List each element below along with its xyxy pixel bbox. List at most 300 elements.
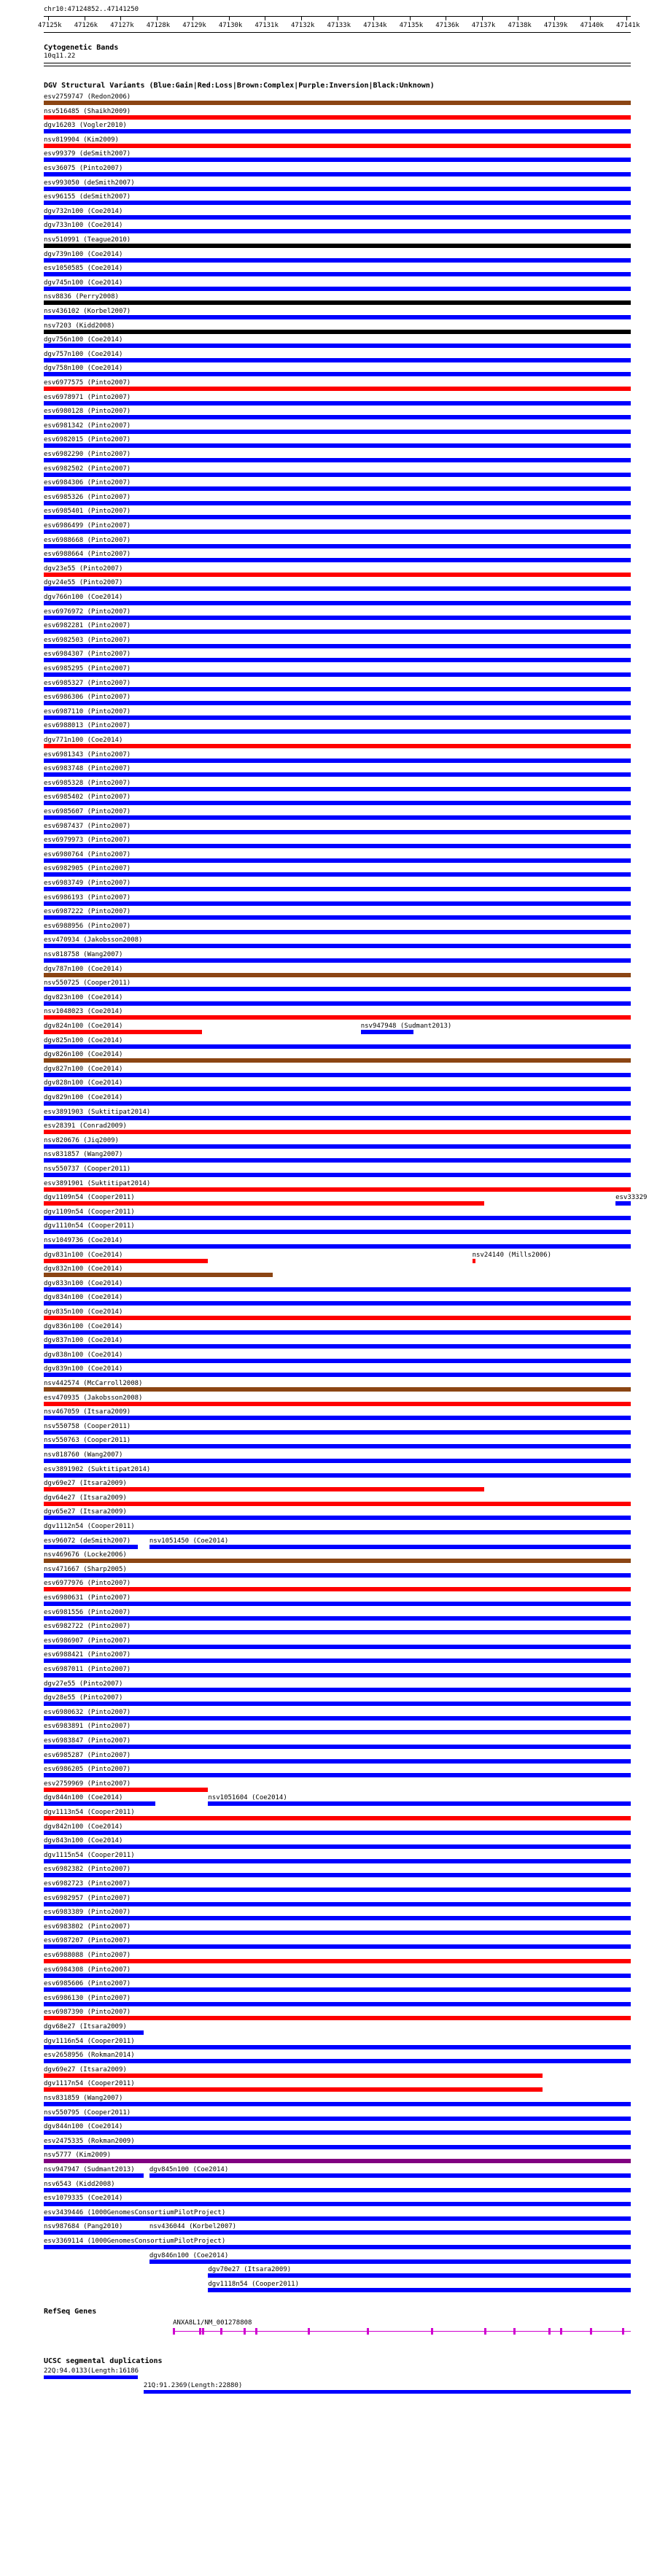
variant-bar-gain[interactable] — [44, 1916, 631, 1920]
variant-label[interactable]: dgv758n100 (Coe2014) — [44, 365, 123, 373]
variant-label[interactable]: esv6986205 (Pinto2007) — [44, 1766, 131, 1774]
variant-label[interactable]: dgv824n100 (Coe2014) — [44, 1023, 123, 1030]
variant-label[interactable]: dgv825n100 (Coe2014) — [44, 1036, 123, 1044]
variant-bar-unknown[interactable] — [44, 244, 631, 248]
gene-exon[interactable] — [622, 2328, 624, 2335]
variant-bar-loss[interactable] — [473, 1259, 475, 1263]
variant-bar-gain[interactable] — [44, 2145, 631, 2149]
variant-bar-gain[interactable] — [44, 1530, 631, 1535]
variant-label[interactable]: esv6988668 (Pinto2007) — [44, 536, 131, 544]
variant-label[interactable]: esv6988088 (Pinto2007) — [44, 1952, 131, 1959]
variant-bar-gain[interactable] — [149, 2259, 631, 2264]
variant-bar-gain[interactable] — [44, 344, 631, 348]
variant-label[interactable]: esv6983802 (Pinto2007) — [44, 1923, 131, 1931]
variant-bar-gain[interactable] — [149, 1545, 631, 1549]
variant-bar-gain[interactable] — [44, 586, 631, 591]
variant-bar-gain[interactable] — [44, 1287, 631, 1292]
variant-bar-gain[interactable] — [44, 958, 631, 963]
variant-bar-gain[interactable] — [44, 858, 631, 863]
variant-label[interactable]: dgv745n100 (Coe2014) — [44, 279, 123, 287]
variant-bar-gain[interactable] — [44, 1759, 631, 1764]
variant-label[interactable]: esv6985607 (Pinto2007) — [44, 808, 131, 815]
variant-bar-gain[interactable] — [44, 2045, 631, 2049]
variant-bar-gain[interactable] — [44, 872, 631, 877]
variant-bar-gain[interactable] — [44, 1473, 631, 1478]
variant-bar-gain[interactable] — [44, 1602, 631, 1606]
variant-label[interactable]: nsv471667 (Sharp2005) — [44, 1565, 127, 1573]
variant-label[interactable]: nsv7203 (Kidd2008) — [44, 322, 115, 330]
variant-label[interactable]: dgv845n100 (Coe2014) — [149, 2166, 229, 2173]
variant-label[interactable]: dgv846n100 (Coe2014) — [149, 2251, 229, 2259]
gene-exon[interactable] — [367, 2328, 369, 2335]
variant-label[interactable]: esv96155 (deSmith2007) — [44, 193, 131, 201]
variant-bar-gain[interactable] — [44, 2117, 631, 2121]
variant-bar-loss[interactable] — [44, 387, 631, 391]
variant-label[interactable]: dgv757n100 (Coe2014) — [44, 350, 123, 358]
variant-bar-gain[interactable] — [44, 1716, 631, 1720]
variant-label[interactable]: esv6985326 (Pinto2007) — [44, 493, 131, 501]
variant-label[interactable]: nsv5777 (Kim2009) — [44, 2152, 112, 2160]
variant-label[interactable]: nsv820676 (Jiq2009) — [44, 1136, 119, 1144]
variant-bar-gain[interactable] — [44, 1645, 631, 1649]
variant-label[interactable]: esv3891903 (Suktitipat2014) — [44, 1108, 151, 1116]
variant-bar-gain[interactable] — [44, 1516, 631, 1520]
variant-label[interactable]: dgv843n100 (Coe2014) — [44, 1837, 123, 1845]
variant-bar-gain[interactable] — [44, 1659, 631, 1663]
variant-label[interactable]: esv2759969 (Pinto2007) — [44, 1780, 131, 1788]
variant-bar-gain[interactable] — [44, 2173, 144, 2178]
variant-label[interactable]: esv6987207 (Pinto2007) — [44, 1937, 131, 1945]
variant-label[interactable]: esv6987011 (Pinto2007) — [44, 1666, 131, 1673]
variant-label[interactable]: nsv819904 (Kim2009) — [44, 136, 119, 144]
variant-bar-gain[interactable] — [44, 215, 631, 220]
variant-bar-gain[interactable] — [44, 944, 631, 948]
variant-bar-gain[interactable] — [44, 1044, 631, 1049]
variant-label[interactable]: esv6980128 (Pinto2007) — [44, 408, 131, 416]
variant-label[interactable]: dgv827n100 (Coe2014) — [44, 1065, 123, 1073]
gene-label[interactable]: ANXA8L1/NM_001278808 — [173, 2319, 252, 2327]
variant-label[interactable]: nsv436102 (Korbel2007) — [44, 308, 131, 315]
variant-label[interactable]: dgv756n100 (Coe2014) — [44, 336, 123, 344]
variant-bar-gain[interactable] — [44, 759, 631, 763]
variant-bar-gain[interactable] — [44, 1730, 631, 1734]
variant-label[interactable]: esv6982502 (Pinto2007) — [44, 465, 131, 473]
variant-bar-gain[interactable] — [44, 1444, 631, 1448]
variant-label[interactable]: esv6980631 (Pinto2007) — [44, 1594, 131, 1602]
segdup-label[interactable]: 22Q:94.0133(Length:16186 — [44, 2367, 139, 2375]
variant-bar-gain[interactable] — [44, 629, 631, 634]
variant-label[interactable]: nsv1051604 (Coe2014) — [208, 1794, 287, 1802]
variant-bar-gain[interactable] — [44, 558, 631, 562]
variant-label[interactable]: esv6981556 (Pinto2007) — [44, 1608, 131, 1616]
variant-bar-gain[interactable] — [44, 844, 631, 848]
variant-label[interactable]: esv36075 (Pinto2007) — [44, 165, 123, 172]
gene-exon[interactable] — [548, 2328, 551, 2335]
variant-bar-gain[interactable] — [44, 544, 631, 548]
variant-bar-gain[interactable] — [44, 2245, 631, 2249]
variant-label[interactable]: esv6980764 (Pinto2007) — [44, 850, 131, 858]
variant-label[interactable]: dgv1115n54 (Cooper2011) — [44, 1851, 135, 1859]
variant-bar-gain[interactable] — [44, 987, 631, 991]
variant-label[interactable]: nsv436044 (Korbel2007) — [149, 2223, 237, 2231]
variant-label[interactable]: dgv28e55 (Pinto2007) — [44, 1694, 123, 1702]
variant-label[interactable]: esv6977976 (Pinto2007) — [44, 1580, 131, 1588]
variant-label[interactable]: esv6985402 (Pinto2007) — [44, 794, 131, 802]
variant-bar-gain[interactable] — [44, 1216, 631, 1220]
variant-bar-gain[interactable] — [44, 1144, 631, 1149]
variant-bar-gain[interactable] — [44, 1301, 631, 1306]
variant-label[interactable]: esv6987222 (Pinto2007) — [44, 908, 131, 916]
variant-label[interactable]: esv6982503 (Pinto2007) — [44, 636, 131, 644]
variant-bar-complex[interactable] — [44, 101, 631, 105]
variant-bar-gain[interactable] — [44, 158, 631, 162]
variant-label[interactable]: nsv1049736 (Coe2014) — [44, 1237, 123, 1244]
variant-label[interactable]: nsv831857 (Wang2007) — [44, 1151, 123, 1159]
variant-bar-loss[interactable] — [44, 1502, 631, 1506]
variant-bar-gain[interactable] — [208, 1801, 631, 1806]
variant-bar-gain[interactable] — [44, 1230, 631, 1234]
variant-bar-gain[interactable] — [44, 1702, 631, 1706]
variant-label[interactable]: nsv987684 (Pang2010) — [44, 2223, 123, 2231]
variant-label[interactable]: esv6982723 (Pinto2007) — [44, 1880, 131, 1888]
variant-bar-loss[interactable] — [44, 2087, 543, 2092]
variant-label[interactable]: dgv839n100 (Coe2014) — [44, 1365, 123, 1373]
variant-label[interactable]: dgv1109n54 (Cooper2011) — [44, 1208, 135, 1216]
variant-bar-gain[interactable] — [149, 2230, 631, 2235]
variant-bar-loss[interactable] — [44, 2016, 631, 2020]
variant-label[interactable]: dgv828n100 (Coe2014) — [44, 1079, 123, 1087]
variant-label[interactable]: dgv833n100 (Coe2014) — [44, 1279, 123, 1287]
variant-bar-gain[interactable] — [44, 129, 631, 133]
variant-label[interactable]: esv6988956 (Pinto2007) — [44, 922, 131, 930]
variant-bar-gain[interactable] — [44, 229, 631, 233]
variant-label[interactable]: dgv766n100 (Coe2014) — [44, 594, 123, 601]
variant-bar-loss[interactable] — [44, 1788, 208, 1792]
variant-label[interactable]: esv6976972 (Pinto2007) — [44, 608, 131, 616]
variant-label[interactable]: esv6982382 (Pinto2007) — [44, 1866, 131, 1874]
variant-bar-gain[interactable] — [44, 1573, 631, 1578]
variant-label[interactable]: dgv739n100 (Coe2014) — [44, 250, 123, 258]
variant-label[interactable]: esv6982281 (Pinto2007) — [44, 622, 131, 630]
variant-label[interactable]: esv3369114 (1000GenomesConsortiumPilotProject) — [44, 2238, 226, 2245]
variant-label[interactable]: dgv836n100 (Coe2014) — [44, 1322, 123, 1330]
variant-label[interactable]: esv6983748 (Pinto2007) — [44, 765, 131, 773]
variant-label[interactable]: dgv733n100 (Coe2014) — [44, 222, 123, 230]
variant-label[interactable]: esv6985401 (Pinto2007) — [44, 508, 131, 516]
variant-bar-gain[interactable] — [44, 1545, 138, 1549]
variant-label[interactable]: esv6987390 (Pinto2007) — [44, 2009, 131, 2017]
variant-label[interactable]: dgv1116n54 (Cooper2011) — [44, 2037, 135, 2045]
variant-bar-gain[interactable] — [44, 2188, 631, 2192]
gene-exon[interactable] — [431, 2328, 433, 2335]
variant-label[interactable]: nsv550763 (Cooper2011) — [44, 1437, 131, 1445]
variant-label[interactable]: dgv1110n54 (Cooper2011) — [44, 1222, 135, 1230]
gene-exon[interactable] — [513, 2328, 516, 2335]
variant-label[interactable]: dgv829n100 (Coe2014) — [44, 1094, 123, 1101]
variant-bar-gain[interactable] — [44, 458, 631, 462]
variant-bar-gain[interactable] — [44, 1944, 631, 1949]
variant-bar-gain[interactable] — [44, 401, 631, 406]
variant-bar-gain[interactable] — [44, 1859, 631, 1863]
variant-label[interactable]: dgv842n100 (Coe2014) — [44, 1823, 123, 1831]
variant-label[interactable]: esv6977575 (Pinto2007) — [44, 379, 131, 387]
variant-bar-gain[interactable] — [44, 443, 631, 448]
variant-label[interactable]: dgv838n100 (Coe2014) — [44, 1351, 123, 1359]
variant-bar-loss[interactable] — [44, 1201, 484, 1206]
variant-label[interactable]: esv6981342 (Pinto2007) — [44, 422, 131, 430]
variant-label[interactable]: esv3891902 (Suktitipat2014) — [44, 1465, 151, 1473]
variant-bar-gain[interactable] — [44, 1359, 631, 1363]
variant-bar-loss[interactable] — [44, 144, 631, 148]
variant-label[interactable]: esv6982905 (Pinto2007) — [44, 865, 131, 873]
variant-bar-gain[interactable] — [44, 772, 631, 777]
variant-bar-gain[interactable] — [44, 172, 631, 176]
variant-label[interactable]: esv6988664 (Pinto2007) — [44, 551, 131, 559]
variant-bar-gain[interactable] — [44, 1688, 631, 1692]
variant-label[interactable]: esv6986193 (Pinto2007) — [44, 893, 131, 901]
variant-label[interactable]: dgv844n100 (Coe2014) — [44, 2123, 123, 2131]
variant-label[interactable]: dgv1118n54 (Cooper2011) — [208, 2280, 300, 2288]
variant-bar-complex[interactable] — [44, 1058, 631, 1063]
variant-label[interactable]: dgv837n100 (Coe2014) — [44, 1337, 123, 1345]
variant-bar-complex[interactable] — [44, 1559, 631, 1563]
variant-label[interactable]: esv6986907 (Pinto2007) — [44, 1637, 131, 1645]
variant-label[interactable]: dgv27e55 (Pinto2007) — [44, 1680, 123, 1688]
variant-bar-gain[interactable] — [44, 2230, 149, 2235]
variant-label[interactable]: esv6982015 (Pinto2007) — [44, 436, 131, 444]
variant-label[interactable]: esv96072 (deSmith2007) — [44, 1537, 131, 1545]
variant-bar-gain[interactable] — [361, 1030, 413, 1034]
variant-bar-gain[interactable] — [44, 801, 631, 805]
variant-label[interactable]: esv6987110 (Pinto2007) — [44, 707, 131, 715]
variant-bar-gain[interactable] — [44, 1116, 631, 1120]
variant-label[interactable]: esv6986499 (Pinto2007) — [44, 522, 131, 529]
variant-bar-gain[interactable] — [44, 272, 631, 276]
variant-label[interactable]: esv6985606 (Pinto2007) — [44, 1980, 131, 1988]
variant-bar-complex[interactable] — [44, 1387, 631, 1392]
variant-label[interactable]: nsv550725 (Cooper2011) — [44, 979, 131, 988]
variant-bar-gain[interactable] — [44, 473, 631, 477]
variant-bar-gain[interactable] — [44, 2130, 631, 2135]
variant-label[interactable]: esv6985295 (Pinto2007) — [44, 665, 131, 672]
variant-bar-unknown[interactable] — [44, 300, 631, 305]
variant-label[interactable]: nsv6543 (Kidd2008) — [44, 2180, 115, 2188]
variant-bar-gain[interactable] — [44, 1987, 631, 1992]
variant-label[interactable]: dgv69e27 (Itsara2009) — [44, 1480, 127, 1488]
variant-label[interactable]: nsv1048023 (Coe2014) — [44, 1008, 123, 1016]
variant-bar-loss[interactable] — [44, 1959, 631, 1963]
variant-label[interactable]: dgv23e55 (Pinto2007) — [44, 565, 123, 573]
variant-label[interactable]: esv470935 (Jakobsson2008) — [44, 1394, 143, 1402]
variant-label[interactable]: nsv516485 (Shaikh2009) — [44, 107, 131, 115]
variant-bar-gain[interactable] — [44, 715, 631, 720]
variant-bar-gain[interactable] — [44, 1087, 631, 1091]
gene-exon[interactable] — [308, 2328, 310, 2335]
variant-bar-loss[interactable] — [44, 115, 631, 120]
variant-bar-gain[interactable] — [44, 1831, 631, 1835]
variant-bar-gain[interactable] — [44, 1801, 155, 1806]
variant-label[interactable]: nsv24140 (Mills2006) — [472, 1251, 552, 1259]
variant-bar-gain[interactable] — [44, 887, 631, 891]
variant-label[interactable]: esv6982722 (Pinto2007) — [44, 1623, 131, 1631]
variant-bar-gain[interactable] — [149, 2173, 631, 2178]
variant-label[interactable]: esv6983749 (Pinto2007) — [44, 880, 131, 887]
variant-label[interactable]: nsv550795 (Cooper2011) — [44, 2108, 131, 2117]
gene-exon[interactable] — [173, 2328, 175, 2335]
variant-label[interactable]: dgv834n100 (Coe2014) — [44, 1294, 123, 1302]
variant-bar-gain[interactable] — [44, 1844, 631, 1849]
variant-bar-gain[interactable] — [44, 701, 631, 705]
gene-exon[interactable] — [199, 2328, 201, 2335]
variant-label[interactable]: esv6984307 (Pinto2007) — [44, 651, 131, 659]
segdup-label[interactable]: 21Q:91.2369(Length:22880) — [143, 2382, 243, 2390]
variant-bar-gain[interactable] — [44, 201, 631, 205]
variant-bar-gain[interactable] — [208, 2288, 631, 2292]
variant-bar-gain[interactable] — [44, 644, 631, 648]
variant-bar-gain[interactable] — [44, 729, 631, 734]
variant-label[interactable]: esv6987437 (Pinto2007) — [44, 822, 131, 830]
variant-bar-gain[interactable] — [44, 1073, 631, 1077]
variant-bar-gain[interactable] — [44, 529, 631, 534]
variant-label[interactable]: nsv442574 (McCarroll2008) — [44, 1380, 143, 1387]
variant-bar-gain[interactable] — [44, 1773, 631, 1777]
variant-bar-loss[interactable] — [44, 1130, 631, 1134]
variant-label[interactable]: esv28391 (Conrad2009) — [44, 1122, 127, 1130]
variant-label[interactable]: esv6980632 (Pinto2007) — [44, 1708, 131, 1716]
variant-bar-loss[interactable] — [44, 744, 631, 748]
variant-label[interactable]: esv6979973 (Pinto2007) — [44, 837, 131, 845]
variant-bar-gain[interactable] — [44, 2059, 631, 2063]
gene-exon[interactable] — [255, 2328, 257, 2335]
variant-label[interactable]: dgv771n100 (Coe2014) — [44, 737, 123, 744]
variant-bar-gain[interactable] — [44, 1330, 631, 1335]
variant-bar-gain[interactable] — [44, 901, 631, 906]
variant-label[interactable]: dgv69e27 (Itsara2009) — [44, 2065, 127, 2073]
variant-label[interactable]: dgv1109n54 (Cooper2011) — [44, 1194, 135, 1202]
variant-label[interactable]: esv6984306 (Pinto2007) — [44, 479, 131, 487]
variant-bar-gain[interactable] — [44, 616, 631, 620]
segdup-bar[interactable] — [144, 2390, 631, 2394]
variant-label[interactable]: nsv947948 (Sudmant2013) — [360, 1023, 452, 1030]
variant-bar-gain[interactable] — [44, 2002, 631, 2006]
variant-label[interactable]: esv3891901 (Suktitipat2014) — [44, 1179, 151, 1187]
variant-bar-gain[interactable] — [44, 1430, 631, 1435]
variant-label[interactable]: esv6982957 (Pinto2007) — [44, 1894, 131, 1902]
variant-bar-gain[interactable] — [44, 1888, 631, 1892]
variant-bar-gain[interactable] — [615, 1201, 631, 1206]
variant-label[interactable]: dgv787n100 (Coe2014) — [44, 965, 123, 973]
variant-bar-loss[interactable] — [44, 1316, 631, 1320]
gene-exon[interactable] — [560, 2328, 562, 2335]
variant-bar-gain[interactable] — [44, 1101, 631, 1106]
variant-label[interactable]: dgv1112n54 (Cooper2011) — [44, 1523, 135, 1530]
variant-label[interactable]: esv6988013 (Pinto2007) — [44, 722, 131, 730]
variant-label[interactable]: nsv818760 (Wang2007) — [44, 1451, 123, 1459]
variant-bar-loss[interactable] — [44, 1015, 631, 1020]
variant-bar-gain[interactable] — [44, 287, 631, 291]
variant-label[interactable]: esv6981343 (Pinto2007) — [44, 750, 131, 759]
variant-label[interactable]: esv6983847 (Pinto2007) — [44, 1737, 131, 1745]
variant-label[interactable]: nsv467059 (Itsara2009) — [44, 1408, 131, 1416]
variant-bar-gain[interactable] — [44, 2102, 631, 2106]
variant-bar-gain[interactable] — [44, 2030, 144, 2035]
variant-bar-gain[interactable] — [44, 687, 631, 691]
variant-label[interactable]: esv2658956 (Rokman2014) — [44, 2052, 135, 2060]
variant-bar-gain[interactable] — [44, 672, 631, 677]
gene-exon[interactable] — [202, 2328, 204, 2335]
variant-bar-gain[interactable] — [44, 1974, 631, 1978]
variant-bar-complex[interactable] — [44, 973, 631, 977]
variant-bar-gain[interactable] — [44, 372, 631, 376]
variant-label[interactable]: nsv947947 (Sudmant2013) — [44, 2166, 135, 2173]
variant-label[interactable]: esv6986130 (Pinto2007) — [44, 1994, 131, 2002]
variant-bar-gain[interactable] — [44, 1244, 631, 1249]
variant-label[interactable]: esv6983389 (Pinto2007) — [44, 1909, 131, 1917]
variant-bar-gain[interactable] — [44, 315, 631, 319]
variant-label[interactable]: esv6985328 (Pinto2007) — [44, 779, 131, 787]
variant-bar-loss[interactable] — [44, 1487, 484, 1491]
variant-label[interactable]: esv2475335 (Rokman2009) — [44, 2137, 135, 2145]
variant-label[interactable]: dgv826n100 (Coe2014) — [44, 1051, 123, 1059]
variant-label[interactable]: esv6985327 (Pinto2007) — [44, 679, 131, 687]
variant-bar-gain[interactable] — [44, 830, 631, 834]
variant-bar-gain[interactable] — [44, 1630, 631, 1634]
variant-bar-inversion[interactable] — [44, 2159, 631, 2163]
variant-bar-loss[interactable] — [44, 1587, 631, 1591]
variant-label[interactable]: nsv550758 (Cooper2011) — [44, 1422, 131, 1430]
variant-label[interactable]: esv6984308 (Pinto2007) — [44, 1966, 131, 1974]
segdup-bar[interactable] — [44, 2375, 138, 2379]
variant-label[interactable]: dgv844n100 (Coe2014) — [44, 1794, 123, 1802]
variant-bar-loss[interactable] — [44, 2073, 543, 2078]
variant-label[interactable]: nsv818758 (Wang2007) — [44, 951, 123, 958]
variant-label[interactable]: esv6986306 (Pinto2007) — [44, 694, 131, 702]
variant-label[interactable]: esv33329 — [615, 1194, 648, 1202]
variant-label[interactable]: esv6978971 (Pinto2007) — [44, 393, 131, 401]
variant-bar-gain[interactable] — [44, 258, 631, 263]
gene-exon[interactable] — [220, 2328, 222, 2335]
variant-label[interactable]: dgv832n100 (Coe2014) — [44, 1265, 123, 1273]
variant-bar-gain[interactable] — [44, 930, 631, 934]
variant-bar-gain[interactable] — [44, 2202, 631, 2206]
variant-bar-gain[interactable] — [44, 1373, 631, 1377]
variant-label[interactable]: dgv70e27 (Itsara2009) — [208, 2266, 292, 2274]
variant-label[interactable]: esv1050585 (Coe2014) — [44, 265, 123, 273]
variant-bar-gain[interactable] — [44, 187, 631, 191]
variant-bar-loss[interactable] — [44, 1259, 208, 1263]
variant-label[interactable]: dgv823n100 (Coe2014) — [44, 993, 123, 1001]
variant-label[interactable]: dgv1117n54 (Cooper2011) — [44, 2080, 135, 2088]
variant-label[interactable]: esv3439446 (1000GenomesConsortiumPilotProject) — [44, 2208, 226, 2216]
variant-label[interactable]: dgv16203 (Vogler2010) — [44, 122, 127, 130]
variant-label[interactable]: nsv510991 (Teague2010) — [44, 236, 131, 244]
variant-bar-loss[interactable] — [44, 1187, 631, 1192]
variant-bar-gain[interactable] — [44, 415, 631, 419]
variant-bar-loss[interactable] — [44, 573, 631, 577]
variant-label[interactable]: esv6983891 (Pinto2007) — [44, 1723, 131, 1731]
variant-bar-complex[interactable] — [44, 1273, 273, 1277]
variant-bar-gain[interactable] — [44, 1416, 631, 1420]
variant-bar-loss[interactable] — [44, 1402, 631, 1406]
variant-bar-gain[interactable] — [44, 1873, 631, 1877]
variant-bar-unknown[interactable] — [44, 330, 631, 334]
variant-label[interactable]: esv470934 (Jakobsson2008) — [44, 936, 143, 944]
variant-bar-gain[interactable] — [44, 787, 631, 791]
variant-label[interactable]: esv6988421 (Pinto2007) — [44, 1651, 131, 1659]
variant-bar-gain[interactable] — [44, 815, 631, 820]
variant-bar-gain[interactable] — [44, 1745, 631, 1749]
variant-label[interactable]: dgv732n100 (Coe2014) — [44, 207, 123, 215]
